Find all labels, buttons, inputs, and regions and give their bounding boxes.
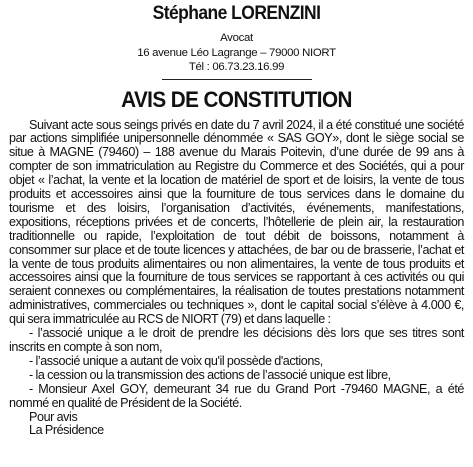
notice-item: - l’associé unique a autant de voix qu'il possède d'actions, xyxy=(29,353,323,368)
lawyer-role: Avocat xyxy=(220,32,253,44)
notice-body xyxy=(9,119,464,439)
lawyer-name: Stéphane LORENZINI xyxy=(152,3,321,24)
notice-item: - Monsieur Axel GOY, demeurant 34 rue du Grand Port -79460 MAGNE, a été nommé en qualité de Président de la Société. xyxy=(9,381,464,410)
notice-title: AVIS DE CONSTITUTION xyxy=(121,86,352,112)
lawyer-phone: Tél : 06.73.23.16.99 xyxy=(188,61,285,73)
notice-closing: Pour avis xyxy=(29,409,78,424)
notice-intro: Suivant acte sous seings privés en date du 7 avril 2024, il a été constitué une société par actions simplifiée unipersonnelle dénommée « SAS GOY», dont le siège social se situe à MAGNE (79460) – 188 avenue du Marais Poitevin, d’une durée de 99 ans à compter de son immatriculation au Registre du Commerce et des Sociétés, qui a pour objet « l’achat, la vente et la location de matériel de sport et de loisirs, la vente de tous produits et accessoires ainsi que la fourniture de tous services dans le domaine du tourisme et des loisirs, l’organisation d’activités, événements, manifestations, expositions, réceptions privées et de concerts, l’hôtellerie de plein air, la restauration traditionnelle ou rapide, l’exploitation de tout débit de boissons, notamment à consommer sur place et de toute licences y attachées, de bar ou de brasserie, l’achat et la vente de tous produits alimentaires ou non alimentaires, la vente de tous produits et accessoires ainsi que la fourniture de tous services se rapportant à ces activités ou qui seraient connexes ou complémentaires, la réalisation de toutes prestations notamment administratives, commerciales ou techniques », dont le capital social s’élève à 4.000 €, qui sera immatriculée au RCS de NIORT (79) et dans laquelle : xyxy=(9,117,464,327)
legal-notice xyxy=(9,3,464,438)
notice-signature: La Présidence xyxy=(29,423,104,438)
lawyer-address: 16 avenue Léo Lagrange – 79000 NIORT xyxy=(137,46,336,59)
lawyer-contact xyxy=(9,31,464,75)
header-divider xyxy=(162,79,312,80)
notice-item: - la cession ou la transmission des actions de l’associé unique est libre, xyxy=(29,367,391,382)
notice-item: - l’associé unique a le droit de prendre les décisions dès lors que ses titres sont inscrits en compte à son nom, xyxy=(9,326,464,354)
